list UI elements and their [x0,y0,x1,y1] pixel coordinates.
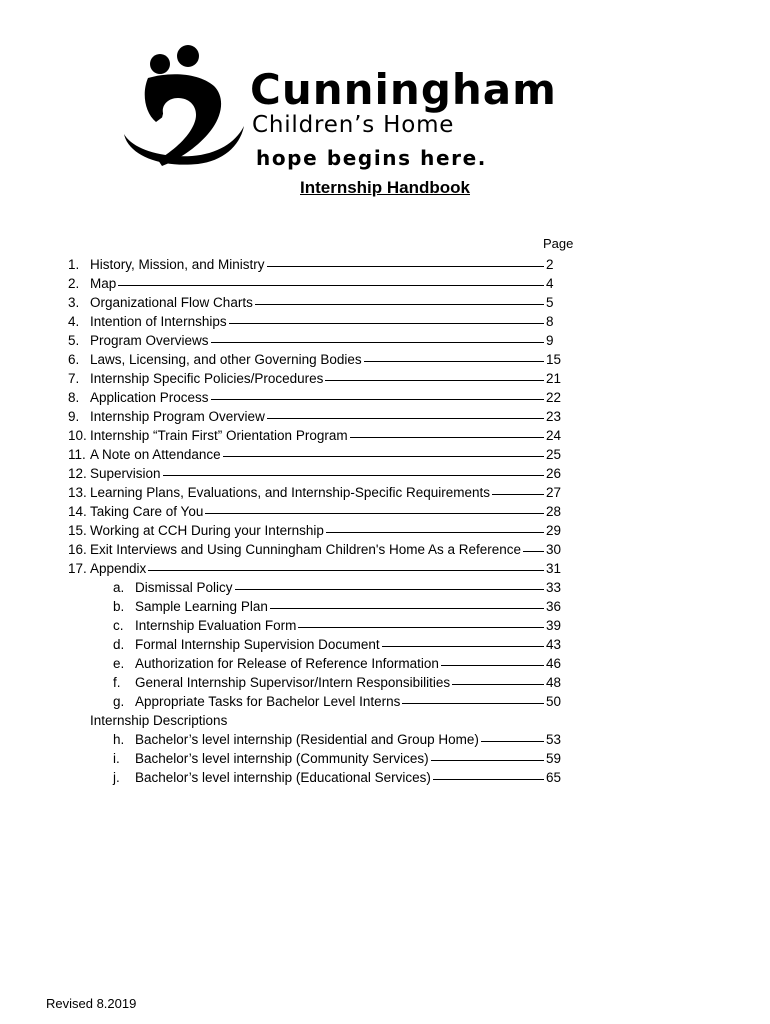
toc-leader-line [350,437,544,438]
toc-entry-label: Internship Specific Policies/Procedures [90,371,324,386]
toc-leader-line [325,380,544,381]
logo-tagline: hope begins here. [256,146,488,170]
toc-entry-number: 6. [68,352,80,367]
toc-leader-line [492,494,544,495]
toc-entry-number: i. [113,751,120,766]
toc-entry[interactable] [68,405,568,424]
toc-entry-label: Appropriate Tasks for Bachelor Level Interns [135,694,401,709]
toc-entry[interactable] [68,519,568,538]
revision-note: Revised 8.2019 [46,996,137,1011]
toc-leader-line [452,684,544,685]
family-heart-icon [118,42,248,172]
toc-entry-label: Sample Learning Plan [135,599,268,614]
toc-entry-label: Laws, Licensing, and other Governing Bodies [90,352,362,367]
toc-entry[interactable] [68,766,568,785]
toc-entry[interactable] [68,386,568,405]
toc-leader-line [441,665,544,666]
toc-entry-number: 8. [68,390,80,405]
toc-entry-label: Application Process [90,390,209,405]
toc-entry-page: 46 [546,656,562,671]
logo-name: Cunningham [250,65,557,114]
toc-leader-line [223,456,544,457]
toc-entry-label: General Internship Supervisor/Intern Responsibilities [135,675,451,690]
table-of-contents [68,253,568,785]
toc-entry-number: f. [113,675,121,690]
toc-leader-line [267,418,544,419]
toc-entry[interactable] [68,481,568,500]
toc-leader-line [523,551,544,552]
toc-leader-line [267,266,544,267]
toc-entry[interactable] [68,652,568,671]
toc-entry-label: Internship “Train First” Orientation Program [90,428,348,443]
toc-entry-page: 48 [546,675,562,690]
toc-entry-number: a. [113,580,125,595]
toc-entry-number: b. [113,599,125,614]
toc-entry-number: h. [113,732,125,747]
toc-leader-line [235,589,544,590]
toc-entry-label: Dismissal Policy [135,580,233,595]
toc-entry-page: 33 [546,580,562,595]
toc-entry[interactable] [68,557,568,576]
toc-entry-label: Taking Care of You [90,504,204,519]
toc-leader-line [163,475,544,476]
toc-entry-label: Organizational Flow Charts [90,295,253,310]
toc-entry-number: e. [113,656,125,671]
toc-entry-number: 5. [68,333,80,348]
toc-leader-line [431,760,544,761]
toc-entry[interactable] [68,310,568,329]
toc-entry[interactable] [68,576,568,595]
toc-leader-line [270,608,544,609]
toc-entry-page: 53 [546,732,562,747]
toc-entry-page: 50 [546,694,562,709]
toc-leader-line [298,627,544,628]
toc-leader-line [326,532,544,533]
page-column-header: Page [543,236,574,251]
toc-entry-label: Learning Plans, Evaluations, and Internship-Specific Requirements [90,485,490,500]
toc-leader-line [211,399,544,400]
toc-entry-number: 4. [68,314,80,329]
toc-entry-page: 2 [546,257,554,272]
toc-entry-label: Appendix [90,561,147,576]
toc-entry-page: 65 [546,770,562,785]
page-title: Internship Handbook [300,178,470,197]
toc-entry-page: 30 [546,542,562,557]
toc-entry[interactable] [68,424,568,443]
toc-entry-label: Bachelor’s level internship (Community Services) [135,751,429,766]
toc-leader-line [229,323,544,324]
toc-entry-label: Internship Program Overview [90,409,265,424]
descriptions-heading: Internship Descriptions [90,713,228,728]
toc-entry[interactable] [68,595,568,614]
toc-entry-number: 15. [68,523,87,538]
toc-entry-label: A Note on Attendance [90,447,221,462]
toc-entry-page: 24 [546,428,562,443]
toc-entry-page: 23 [546,409,562,424]
toc-entry-page: 9 [546,333,554,348]
toc-entry-label: Internship Evaluation Form [135,618,297,633]
toc-entry-page: 26 [546,466,562,481]
toc-entry-number: c. [113,618,124,633]
toc-entry[interactable] [68,747,568,766]
toc-entry-label: Intention of Internships [90,314,227,329]
toc-leader-line [481,741,544,742]
cunningham-logo [118,42,638,172]
toc-entry-number: 2. [68,276,80,291]
toc-entry[interactable] [68,690,568,709]
toc-section-heading [68,709,568,728]
toc-entry-label: Bachelor’s level internship (Residential and Group Home) [135,732,479,747]
toc-entry[interactable] [68,671,568,690]
toc-leader-line [255,304,544,305]
toc-entry[interactable] [68,291,568,310]
toc-leader-line [433,779,544,780]
toc-leader-line [118,285,544,286]
toc-entry-number: 11. [68,447,86,462]
toc-entry-number: g. [113,694,125,709]
toc-entry-label: Supervision [90,466,161,481]
toc-entry-number: j. [113,770,120,785]
toc-entry-number: 3. [68,295,80,310]
toc-entry-page: 59 [546,751,562,766]
toc-entry-page: 36 [546,599,562,614]
toc-leader-line [211,342,544,343]
toc-leader-line [382,646,544,647]
toc-entry-label: Program Overviews [90,333,209,348]
toc-entry-page: 5 [546,295,554,310]
toc-entry-page: 22 [546,390,562,405]
toc-entry[interactable] [68,538,568,557]
toc-entry-page: 25 [546,447,562,462]
toc-entry-number: 1. [68,257,80,272]
toc-entry[interactable] [68,500,568,519]
toc-entry-page: 29 [546,523,562,538]
toc-entry-page: 31 [546,561,562,576]
toc-entry-number: 9. [68,409,80,424]
toc-entry-page: 28 [546,504,562,519]
toc-entry-page: 43 [546,637,562,652]
toc-entry-number: 16. [68,542,87,557]
toc-entry-label: Bachelor’s level internship (Educational Services) [135,770,431,785]
toc-entry[interactable] [68,614,568,633]
toc-entry-page: 27 [546,485,562,500]
toc-leader-line [205,513,544,514]
toc-entry-page: 8 [546,314,554,329]
toc-entry[interactable] [68,443,568,462]
toc-entry-label: Working at CCH During your Internship [90,523,324,538]
toc-leader-line [148,570,544,571]
logo-subtitle: Children’s Home [252,112,455,138]
toc-entry[interactable] [68,253,568,272]
toc-entry-number: d. [113,637,125,652]
toc-entry-number: 10. [68,428,87,443]
toc-entry[interactable] [68,272,568,291]
toc-entry[interactable] [68,728,568,747]
toc-entry[interactable] [68,462,568,481]
toc-leader-line [364,361,544,362]
toc-entry-page: 21 [546,371,562,386]
toc-entry[interactable] [68,329,568,348]
toc-entry[interactable] [68,633,568,652]
toc-entry-label: History, Mission, and Ministry [90,257,265,272]
toc-entry-label: Formal Internship Supervision Document [135,637,380,652]
toc-entry-page: 4 [546,276,554,291]
toc-entry-number: 7. [68,371,80,386]
toc-entry[interactable] [68,348,568,367]
toc-entry-label: Authorization for Release of Reference Information [135,656,439,671]
toc-leader-line [402,703,544,704]
toc-entry-label: Map [90,276,117,291]
toc-entry-number: 13. [68,485,87,500]
toc-entry[interactable] [68,367,568,386]
toc-entry-number: 14. [68,504,87,519]
toc-entry-label: Exit Interviews and Using Cunningham Children's Home As a Reference [90,542,522,557]
toc-entry-page: 39 [546,618,562,633]
toc-entry-number: 17. [68,561,87,576]
toc-entry-page: 15 [546,352,562,367]
toc-entry-number: 12. [68,466,87,481]
